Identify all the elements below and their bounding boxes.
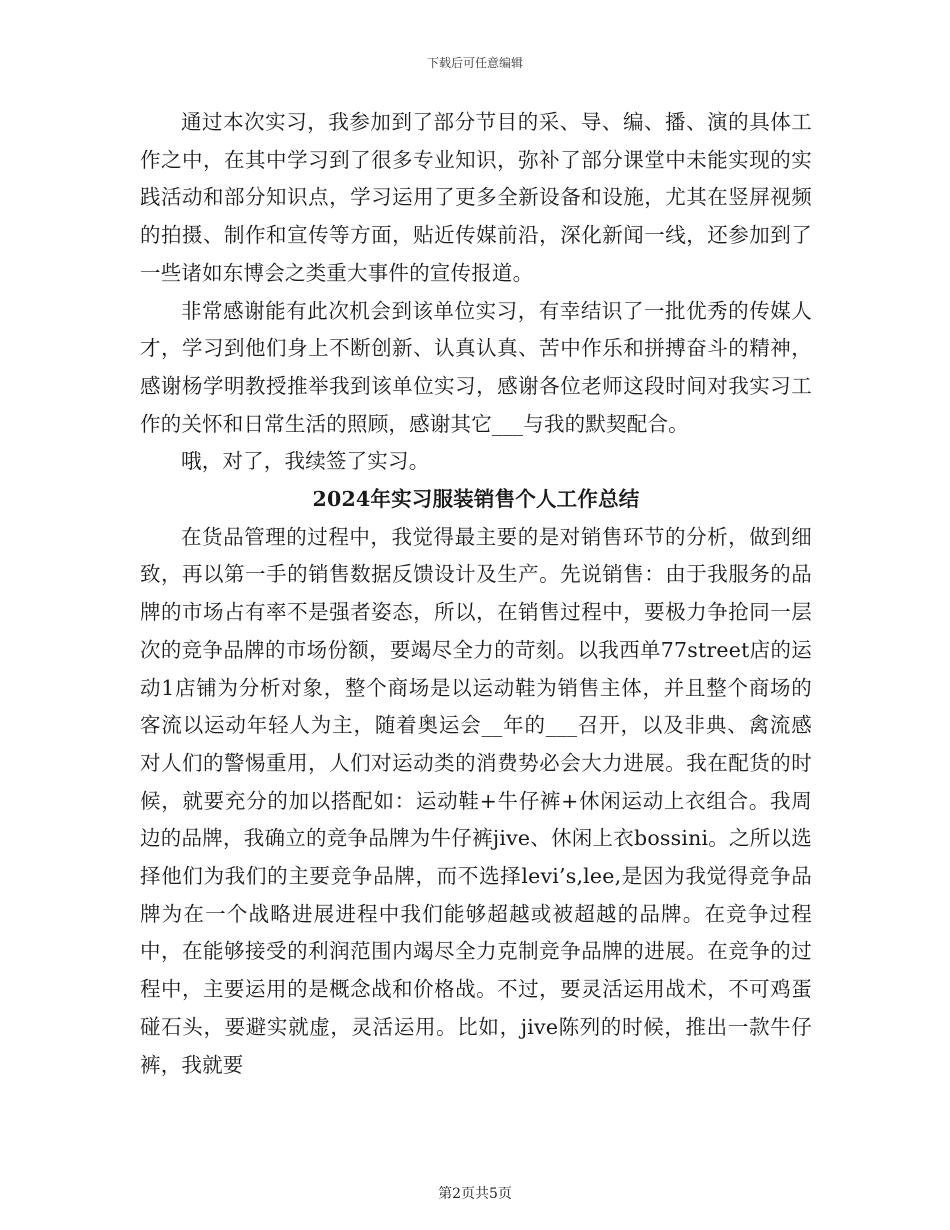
- section-title: 2024年实习服装销售个人工作总结: [312, 487, 640, 512]
- page-number: 第2页共5页: [438, 1186, 512, 1202]
- paragraph-sales-analysis: 在货品管理的过程中，我觉得最主要的是对销售环节的分析，做到细致，再以第一手的销售数据反馈设计及生产。先说销售：由于我服务的品牌的市场占有率不是强者姿态，所以，在销售过程中，要极力争抢同一层次的竞争品牌的市场份额，要竭尽全力的苛刻。以我西单77street店的运动1店铺为分析对象，整个商场是以运动鞋为销售主体，并且整个商场的客流以运动年轻人为主，随着奥运会__年的___召开，以及非典、禽流感对人们的警惕重用，人们对运动类的消费势必会大力进展。我在配货的时候，就要充分的加以搭配如：运动鞋+牛仔裤+休闲运动上衣组合。我周边的品牌，我确立的竞争品牌为牛仔裤jive、休闲上衣bossini。之所以选择他们为我们的主要竞争品牌，而不选择levi’s,lee,是因为我觉得竞争品牌为在一个战略进展进程中我们能够超越或被超越的品牌。在竞争过程中，在能够接受的利润范围内竭尽全力克制竞争品牌的进展。在竞争的过程中，主要运用的是概念战和价格战。不过，要灵活运用战术，不可鸡蛋碰石头，要避实就虚，灵活运用。比如，jive陈列的时候，推出一款牛仔裤，我就要: [140, 524, 812, 1077]
- page-header-note: 下载后可任意编辑: [426, 56, 523, 70]
- paragraph-renewal: 哦，对了，我续签了实习。: [181, 449, 430, 474]
- paragraph-internship-work: 通过本次实习，我参加到了部分节目的采、导、编、播、演的具体工作之中，在其中学习到了很多专业知识，弥补了部分课堂中未能实现的实践活动和部分知识点，学习运用了更多全新设备和设施，尤其在竖屏视频的拍摄、制作和宣传等方面，贴近传媒前沿，深化新闻一线，还参加到了一些诸如东博会之类重大事件的宣传报道。: [140, 110, 812, 285]
- document-body: [140, 104, 812, 1084]
- paragraph-thanks: 非常感谢能有此次机会到该单位实习，有幸结识了一批优秀的传媒人才，学习到他们身上不断创新、认真认真、苦中作乐和拼搏奋斗的精神，感谢杨学明教授推举我到该单位实习，感谢各位老师这段时间对我实习工作的关怀和日常生活的照顾，感谢其它___与我的默契配合。: [140, 298, 812, 436]
